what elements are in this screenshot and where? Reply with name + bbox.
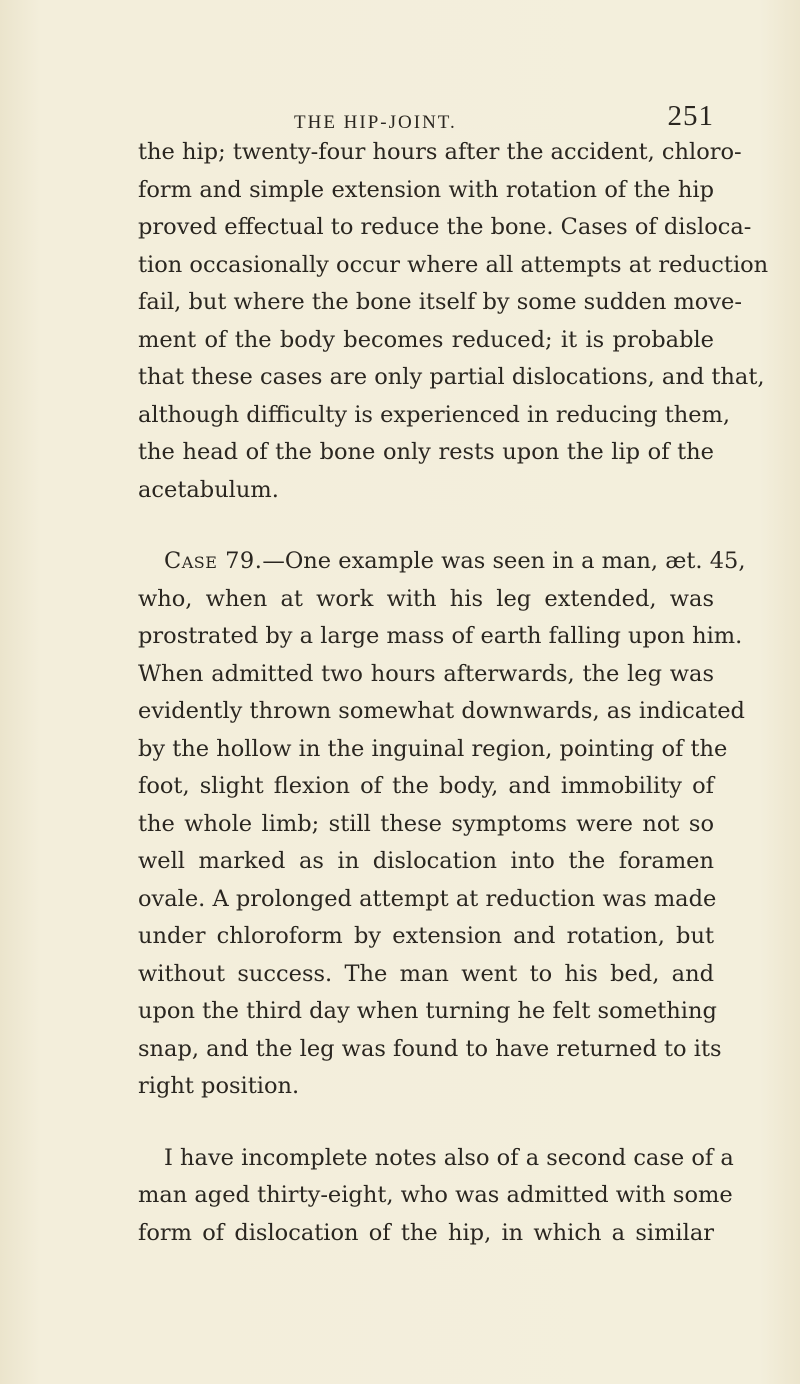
text-line: although difficulty is experienced in reducing them, [138,401,731,428]
text-line: acetabulum. [138,476,279,503]
text-line: well marked as in dislocation into the foramen [138,848,714,874]
text-line: form of dislocation of the hip, in which a similar [138,1219,714,1246]
text-line: evidently thrown somewhat downwards, as indicated [138,698,745,724]
text-line: proved effectual to reduce the bone. Cases of disloca- [138,214,752,240]
text-line: under chloroform by extension and rotation, but [138,923,714,949]
text-line: tion occasionally occur where all attempts at reduction [138,251,769,278]
text-line: the whole limb; still these symptoms were not so [138,810,714,837]
text-line: upon the third day when turning he felt something [138,998,717,1024]
paragraph-1 [138,134,769,509]
text-line: fail, but where the bone itself by some sudden move- [138,289,742,315]
text-line: who, when at work with his leg extended, was [138,585,714,612]
text-line: right position. [138,1073,300,1099]
text-line: When admitted two hours afterwards, the leg was [138,660,714,687]
text-line: prostrated by a large mass of earth falling upon him. [138,623,743,649]
text-line: foot, slight flexion of the body, and immobility of [138,773,714,799]
text-line [138,543,746,581]
text-line: without success. The man went to his bed, and [138,960,714,987]
body-text [138,134,769,1252]
text-line: I have incomplete notes also of a second case of a [164,1144,734,1171]
text-line: that these cases are only partial dislocations, and that, [138,364,765,390]
text-line: the head of the bone only rests upon the lip of the [138,439,714,465]
running-head: THE HIP-JOINT. [294,112,457,133]
text-line: snap, and the leg was found to have returned to its [138,1035,722,1062]
text-line: ment of the body becomes reduced; it is probable [138,326,714,353]
text-line: ovale. A prolonged attempt at reduction was made [138,885,717,912]
paragraph-gap [138,1106,714,1140]
case-label: Case 79. [164,548,263,574]
case-intro-text: —One example was seen in a man, æt. 45, [262,548,746,574]
paragraph-gap [138,509,714,543]
text-line: by the hollow in the inguinal region, pointing of the [138,735,728,762]
page-header [138,98,714,138]
page-number: 251 [667,100,714,132]
text-line: man aged thirty-eight, who was admitted with some [138,1182,733,1208]
text-line: the hip; twenty-four hours after the accident, chloro- [138,139,742,165]
text-line: form and simple extension with rotation of the hip [138,176,714,203]
paragraph-3 [138,1140,734,1253]
paragraph-2 [138,543,746,1106]
